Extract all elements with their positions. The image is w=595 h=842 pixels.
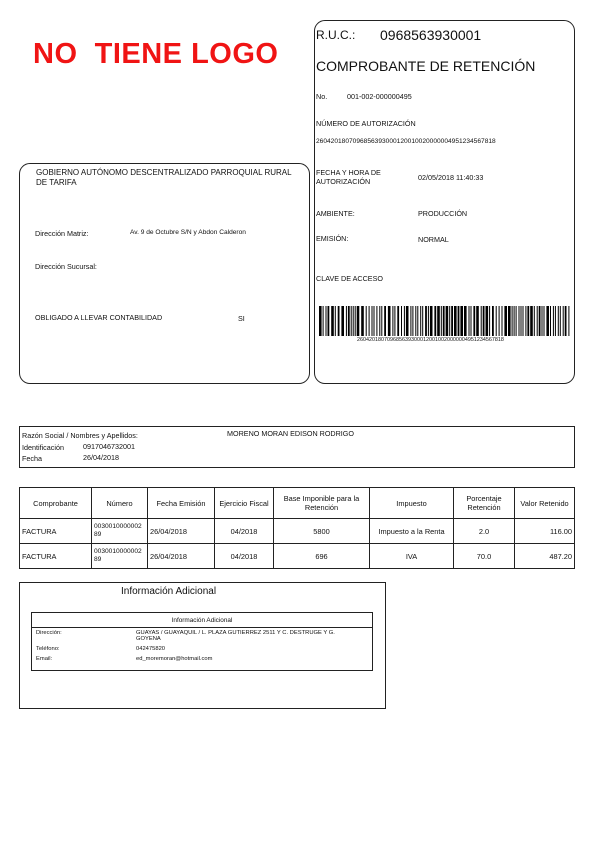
fecha-label: Fecha xyxy=(22,454,42,463)
table-row xyxy=(20,519,575,544)
cell-impuesto: Impuesto a la Renta xyxy=(370,519,454,544)
direccion-value: GUAYAS / GUAYAQUIL / L. PLAZA GUTIERREZ 2511 Y C. DESTRUGE Y G. GOYENA xyxy=(136,630,335,642)
barcode-image xyxy=(318,306,574,336)
ruc-value: 0968563930001 xyxy=(380,27,482,43)
telefono-label: Teléfono: xyxy=(36,646,60,652)
cell-fecha: 26/04/2018 xyxy=(148,544,215,569)
cell-porcentaje: 2.0 xyxy=(454,519,515,544)
col-header: Comprobante xyxy=(20,488,92,519)
cell-fecha: 26/04/2018 xyxy=(148,519,215,544)
num-autorizacion-label: NÚMERO DE AUTORIZACIÓN xyxy=(316,119,416,128)
cell-comprobante: FACTURA xyxy=(20,544,92,569)
info-header-row xyxy=(32,613,373,628)
retention-detail-table xyxy=(19,487,575,569)
col-header: Número xyxy=(92,488,148,519)
email-value: ed_moremoran@hotmail.com xyxy=(136,656,213,662)
ambiente-label: AMBIENTE: xyxy=(316,209,355,218)
fecha-value: 26/04/2018 xyxy=(83,453,119,462)
info-row xyxy=(32,644,373,654)
col-header: Base Imponible para la Retención xyxy=(274,488,370,519)
col-header: Porcentaje Retención xyxy=(454,488,515,519)
obligado-label: OBLIGADO A LLEVAR CONTABILIDAD xyxy=(35,313,163,322)
dir-matriz-label: Dirección Matriz: xyxy=(35,229,89,238)
info-row xyxy=(32,628,373,645)
dir-matriz-value: Av. 9 de Octubre S/N y Abdon Calderon xyxy=(130,229,246,236)
emisor-box xyxy=(19,163,310,384)
comprobante-title: COMPROBANTE DE RETENCIÓN xyxy=(316,58,536,74)
ambiente-value: PRODUCCIÓN xyxy=(418,209,468,218)
col-header: Impuesto xyxy=(370,488,454,519)
obligado-value: SI xyxy=(238,314,245,323)
info-row xyxy=(32,654,373,671)
cell-base: 5800 xyxy=(274,519,370,544)
razon-social-label: Razón Social / Nombres y Apellidos: xyxy=(22,431,138,440)
table-header-row xyxy=(20,488,575,519)
no-value: 001-002-000000495 xyxy=(347,92,412,101)
cell-numero: 003001000000289 xyxy=(92,519,148,544)
ruc-label: R.U.C.: xyxy=(316,28,356,42)
cell-porcentaje: 70.0 xyxy=(454,544,515,569)
cell-numero: 003001000000289 xyxy=(92,544,148,569)
cell-impuesto: IVA xyxy=(370,544,454,569)
razon-social-value: MORENO MORAN EDISON RODRIGO xyxy=(227,429,354,438)
dir-sucursal-label: Dirección Sucursal: xyxy=(35,262,97,271)
identificacion-label: Identificación xyxy=(22,443,64,452)
cell-comprobante: FACTURA xyxy=(20,519,92,544)
email-label: Email: xyxy=(36,656,53,662)
col-header: Ejercicio Fiscal xyxy=(215,488,274,519)
cell-ejercicio: 04/2018 xyxy=(215,519,274,544)
emisor-razon-social: GOBIERNO AUTÓNOMO DESCENTRALIZADO PARROQUIAL RURAL DE TARIFA xyxy=(36,168,292,187)
fecha-autorizacion-label: FECHA Y HORA DE AUTORIZACIÓN xyxy=(316,168,381,186)
emision-value: NORMAL xyxy=(418,235,449,244)
col-header: Valor Retenido xyxy=(515,488,575,519)
info-adicional-outer-title: Información Adicional xyxy=(121,586,217,597)
table-row xyxy=(20,544,575,569)
cell-base: 696 xyxy=(274,544,370,569)
clave-acceso-label: CLAVE DE ACCESO xyxy=(316,274,383,283)
num-autorizacion-value: 2604201807096856393000120010020000004951234567818 xyxy=(316,138,496,145)
info-adicional-inner-title: Información Adicional xyxy=(32,613,373,628)
info-adicional-table xyxy=(31,612,373,671)
cell-ejercicio: 04/2018 xyxy=(215,544,274,569)
fecha-autorizacion-value: 02/05/2018 11:40:33 xyxy=(418,173,484,182)
direccion-label: Dirección: xyxy=(36,630,62,636)
logo-placeholder-text: NO TIENE LOGO xyxy=(33,38,279,70)
telefono-value: 042475820 xyxy=(136,646,166,652)
emision-label: EMISIÓN: xyxy=(316,234,349,243)
col-header: Fecha Emisión xyxy=(148,488,215,519)
barcode-number: 2604201807096856393000120010020000004951234567818 xyxy=(357,337,504,343)
identificacion-value: 0917046732001 xyxy=(83,442,135,451)
cell-valor: 116.00 xyxy=(515,519,575,544)
no-label: No. xyxy=(316,92,328,101)
cell-valor: 487.20 xyxy=(515,544,575,569)
